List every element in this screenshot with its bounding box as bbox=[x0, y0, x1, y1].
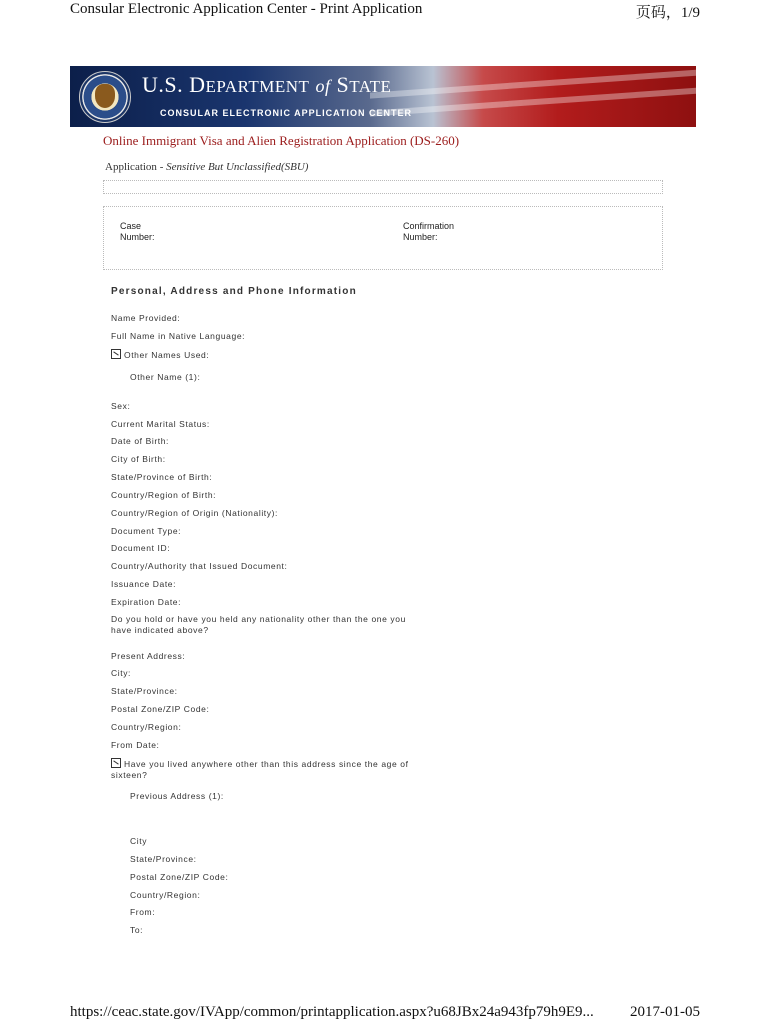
checkbox-icon bbox=[111, 758, 121, 768]
field-city: City: bbox=[111, 668, 131, 678]
field-present-address: Present Address: bbox=[111, 651, 186, 661]
field-issuance-date: Issuance Date: bbox=[111, 579, 177, 589]
state-department-seal-icon bbox=[79, 71, 131, 123]
application-classification: Application - Sensitive But Unclassified(SBU) bbox=[105, 161, 309, 173]
field-other-names-used: Other Names Used: bbox=[111, 349, 209, 360]
field-expiration-date: Expiration Date: bbox=[111, 597, 182, 607]
banner-title: U.S. DEPARTMENT of STATE bbox=[142, 72, 392, 97]
field-document-type: Document Type: bbox=[111, 526, 182, 536]
banner-subtitle: CONSULAR ELECTRONIC APPLICATION CENTER bbox=[160, 108, 413, 118]
checkbox-icon bbox=[111, 349, 121, 359]
field-from-date: From Date: bbox=[111, 740, 160, 750]
field-state: State/Province: bbox=[111, 686, 178, 696]
field-country: Country/Region: bbox=[111, 722, 182, 732]
field-previous-city: City bbox=[130, 836, 148, 846]
print-header bbox=[70, 0, 700, 20]
divider-box bbox=[103, 180, 663, 194]
case-number-label: Case Number: bbox=[120, 221, 155, 242]
field-previous-postal-code: Postal Zone/ZIP Code: bbox=[130, 872, 229, 882]
field-native-name: Full Name in Native Language: bbox=[111, 331, 246, 341]
field-state-of-birth: State/Province of Birth: bbox=[111, 472, 213, 482]
print-footer bbox=[70, 1002, 700, 1024]
section-title: Personal, Address and Phone Information bbox=[111, 286, 357, 297]
print-footer-url: https://ceac.state.gov/IVApp/common/printapplication.aspx?u68JBx24a943fp79h9E9... bbox=[70, 1004, 594, 1020]
field-document-authority: Country/Authority that Issued Document: bbox=[111, 561, 288, 571]
field-document-id: Document ID: bbox=[111, 543, 171, 553]
field-previous-from: From: bbox=[130, 907, 156, 917]
case-info-box bbox=[103, 206, 663, 270]
field-previous-state: State/Province: bbox=[130, 854, 197, 864]
field-country-of-birth: Country/Region of Birth: bbox=[111, 490, 217, 500]
field-previous-country: Country/Region: bbox=[130, 890, 201, 900]
dos-banner bbox=[70, 66, 696, 127]
print-page-number: 页码，1/9 bbox=[635, 5, 700, 21]
field-name-provided: Name Provided: bbox=[111, 313, 181, 323]
field-other-nationality: Do you hold or have you held any nationality other than the one you have indicated above? bbox=[111, 614, 406, 635]
field-marital-status: Current Marital Status: bbox=[111, 419, 210, 429]
field-other-name-1: Other Name (1): bbox=[130, 372, 201, 382]
field-postal-code: Postal Zone/ZIP Code: bbox=[111, 704, 210, 714]
field-date-of-birth: Date of Birth: bbox=[111, 436, 170, 446]
print-header-title: Consular Electronic Application Center - Print Application bbox=[70, 1, 423, 17]
print-footer-date: 2017-01-05 bbox=[630, 1004, 700, 1020]
field-lived-elsewhere: Have you lived anywhere other than this address since the age of sixteen? bbox=[111, 759, 409, 780]
document-title: Online Immigrant Visa and Alien Registration Application (DS-260) bbox=[103, 133, 460, 148]
field-sex: Sex: bbox=[111, 401, 131, 411]
field-nationality: Country/Region of Origin (Nationality): bbox=[111, 508, 279, 518]
field-city-of-birth: City of Birth: bbox=[111, 454, 166, 464]
eagle-icon bbox=[95, 84, 115, 108]
confirmation-number-label: Confirmation Number: bbox=[403, 221, 455, 242]
field-previous-to: To: bbox=[130, 925, 144, 935]
field-previous-address-1: Previous Address (1): bbox=[130, 791, 224, 801]
